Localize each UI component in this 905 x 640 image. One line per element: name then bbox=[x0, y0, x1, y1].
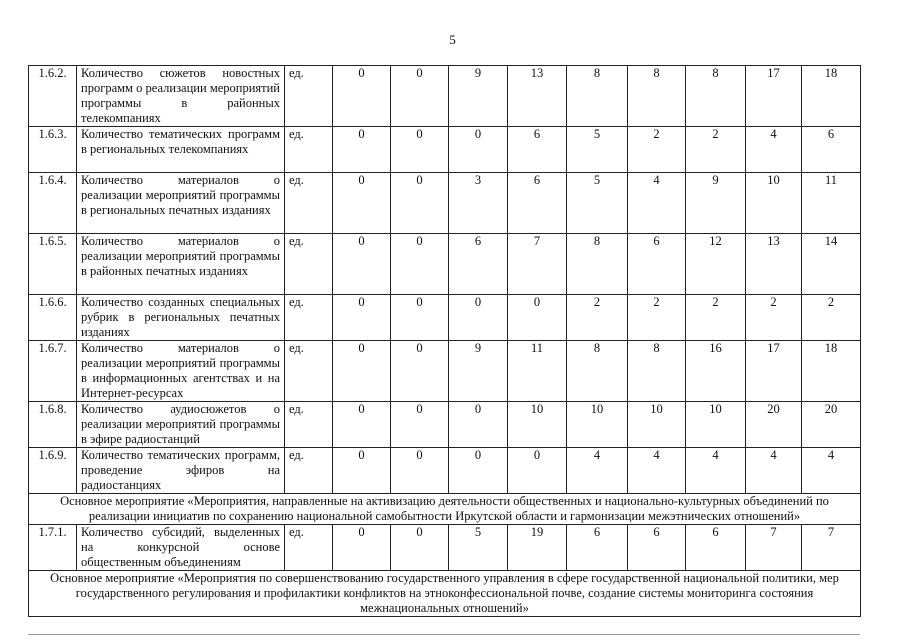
value-cell: 4 bbox=[567, 448, 628, 494]
unit-cell: ед. bbox=[285, 295, 333, 341]
table-row bbox=[29, 127, 861, 173]
table-row bbox=[29, 402, 861, 448]
value-cell: 8 bbox=[628, 66, 686, 127]
value-cell: 2 bbox=[802, 295, 861, 341]
value-cell: 2 bbox=[746, 295, 802, 341]
value-cell: 20 bbox=[802, 402, 861, 448]
value-cell: 4 bbox=[802, 448, 861, 494]
value-cell: 19 bbox=[508, 525, 567, 571]
value-cell: 7 bbox=[802, 525, 861, 571]
value-cell: 6 bbox=[628, 525, 686, 571]
unit-cell: ед. bbox=[285, 448, 333, 494]
value-cell: 0 bbox=[391, 402, 449, 448]
table-row bbox=[29, 66, 861, 127]
value-cell: 6 bbox=[628, 234, 686, 295]
value-cell: 0 bbox=[333, 341, 391, 402]
value-cell: 10 bbox=[628, 402, 686, 448]
section-row-1 bbox=[29, 494, 861, 525]
value-cell: 4 bbox=[628, 448, 686, 494]
value-cell: 6 bbox=[449, 234, 508, 295]
indicator-description: Количество аудиосюжетов о реализации мероприятий программы в эфире радиостанций bbox=[77, 402, 285, 448]
value-cell: 0 bbox=[449, 295, 508, 341]
row-number: 1.6.8. bbox=[29, 402, 77, 448]
row-number: 1.6.5. bbox=[29, 234, 77, 295]
value-cell: 14 bbox=[802, 234, 861, 295]
value-cell: 20 bbox=[746, 402, 802, 448]
value-cell: 0 bbox=[391, 127, 449, 173]
value-cell: 0 bbox=[508, 448, 567, 494]
value-cell: 10 bbox=[567, 402, 628, 448]
unit-cell: ед. bbox=[285, 234, 333, 295]
value-cell: 5 bbox=[567, 173, 628, 234]
value-cell: 0 bbox=[333, 66, 391, 127]
value-cell: 17 bbox=[746, 66, 802, 127]
indicator-rows-1-6 bbox=[29, 66, 861, 494]
value-cell: 8 bbox=[567, 234, 628, 295]
value-cell: 18 bbox=[802, 341, 861, 402]
value-cell: 6 bbox=[802, 127, 861, 173]
value-cell: 0 bbox=[333, 402, 391, 448]
value-cell: 13 bbox=[508, 66, 567, 127]
table-row bbox=[29, 173, 861, 234]
value-cell: 0 bbox=[508, 295, 567, 341]
value-cell: 6 bbox=[567, 525, 628, 571]
indicator-description: Количество материалов о реализации мероприятий программы в информационных агентствах и на Интернет-ресурсах bbox=[77, 341, 285, 402]
value-cell: 8 bbox=[628, 341, 686, 402]
value-cell: 2 bbox=[567, 295, 628, 341]
value-cell: 17 bbox=[746, 341, 802, 402]
value-cell: 0 bbox=[391, 173, 449, 234]
value-cell: 5 bbox=[449, 525, 508, 571]
value-cell: 5 bbox=[567, 127, 628, 173]
section-row-2 bbox=[29, 571, 861, 617]
value-cell: 0 bbox=[333, 448, 391, 494]
value-cell: 2 bbox=[686, 127, 746, 173]
value-cell: 0 bbox=[333, 127, 391, 173]
indicators-table bbox=[28, 65, 861, 617]
value-cell: 7 bbox=[746, 525, 802, 571]
value-cell: 4 bbox=[628, 173, 686, 234]
value-cell: 0 bbox=[333, 295, 391, 341]
value-cell: 4 bbox=[746, 127, 802, 173]
section-heading-2: Основное мероприятие «Мероприятия по совершенствованию государственного управления в сфере государственной национальной политики, мер государственного регулирования и профилактики конфликтов на этноконфессиональной почве, создание системы мониторинга состояния межнациональных отношений» bbox=[29, 571, 861, 617]
unit-cell: ед. bbox=[285, 173, 333, 234]
unit-cell: ед. bbox=[285, 127, 333, 173]
value-cell: 16 bbox=[686, 341, 746, 402]
indicator-description: Количество тематических программ в региональных телекомпаниях bbox=[77, 127, 285, 173]
value-cell: 0 bbox=[391, 525, 449, 571]
value-cell: 11 bbox=[802, 173, 861, 234]
table-row bbox=[29, 525, 861, 571]
value-cell: 8 bbox=[567, 341, 628, 402]
row-number: 1.6.3. bbox=[29, 127, 77, 173]
value-cell: 6 bbox=[508, 173, 567, 234]
value-cell: 0 bbox=[333, 173, 391, 234]
value-cell: 9 bbox=[686, 173, 746, 234]
table-row bbox=[29, 234, 861, 295]
bottom-rule bbox=[28, 634, 860, 635]
value-cell: 3 bbox=[449, 173, 508, 234]
table-row bbox=[29, 295, 861, 341]
indicator-description: Количество сюжетов новостных программ о реализации мероприятий программы в районных телекомпаниях bbox=[77, 66, 285, 127]
section-heading-1: Основное мероприятие «Мероприятия, направленные на активизацию деятельности общественных и национально-культурных объединений по реализации инициатив по сохранению национальной самобытности Иркутской области и гармонизации межэтнических отношений» bbox=[29, 494, 861, 525]
value-cell: 7 bbox=[508, 234, 567, 295]
value-cell: 6 bbox=[686, 525, 746, 571]
indicator-description: Количество материалов о реализации мероприятий программы в региональных печатных изданиях bbox=[77, 173, 285, 234]
value-cell: 10 bbox=[508, 402, 567, 448]
table-row bbox=[29, 341, 861, 402]
indicator-rows-1-7 bbox=[29, 525, 861, 571]
value-cell: 0 bbox=[449, 127, 508, 173]
value-cell: 0 bbox=[391, 341, 449, 402]
value-cell: 10 bbox=[746, 173, 802, 234]
value-cell: 18 bbox=[802, 66, 861, 127]
unit-cell: ед. bbox=[285, 402, 333, 448]
table-row bbox=[29, 448, 861, 494]
value-cell: 0 bbox=[333, 525, 391, 571]
value-cell: 0 bbox=[449, 402, 508, 448]
indicator-description: Количество созданных специальных рубрик в региональных печатных изданиях bbox=[77, 295, 285, 341]
value-cell: 8 bbox=[686, 66, 746, 127]
value-cell: 0 bbox=[391, 66, 449, 127]
value-cell: 0 bbox=[391, 295, 449, 341]
value-cell: 2 bbox=[628, 295, 686, 341]
page-number: 5 bbox=[449, 32, 456, 47]
value-cell: 4 bbox=[686, 448, 746, 494]
value-cell: 2 bbox=[628, 127, 686, 173]
value-cell: 2 bbox=[686, 295, 746, 341]
value-cell: 13 bbox=[746, 234, 802, 295]
value-cell: 9 bbox=[449, 66, 508, 127]
unit-cell: ед. bbox=[285, 525, 333, 571]
indicator-description: Количество материалов о реализации мероприятий программы в районных печатных изданиях bbox=[77, 234, 285, 295]
value-cell: 6 bbox=[508, 127, 567, 173]
value-cell: 9 bbox=[449, 341, 508, 402]
value-cell: 0 bbox=[449, 448, 508, 494]
row-number: 1.6.6. bbox=[29, 295, 77, 341]
row-number: 1.6.9. bbox=[29, 448, 77, 494]
value-cell: 0 bbox=[333, 234, 391, 295]
value-cell: 8 bbox=[567, 66, 628, 127]
row-number: 1.6.4. bbox=[29, 173, 77, 234]
value-cell: 4 bbox=[746, 448, 802, 494]
row-number: 1.6.2. bbox=[29, 66, 77, 127]
indicator-description: Количество субсидий, выделенных на конкурсной основе общественным объединениям bbox=[77, 525, 285, 571]
value-cell: 10 bbox=[686, 402, 746, 448]
unit-cell: ед. bbox=[285, 341, 333, 402]
value-cell: 11 bbox=[508, 341, 567, 402]
row-number: 1.6.7. bbox=[29, 341, 77, 402]
value-cell: 0 bbox=[391, 448, 449, 494]
value-cell: 0 bbox=[391, 234, 449, 295]
indicator-description: Количество тематических программ, проведение эфиров на радиостанциях bbox=[77, 448, 285, 494]
unit-cell: ед. bbox=[285, 66, 333, 127]
value-cell: 12 bbox=[686, 234, 746, 295]
row-number: 1.7.1. bbox=[29, 525, 77, 571]
